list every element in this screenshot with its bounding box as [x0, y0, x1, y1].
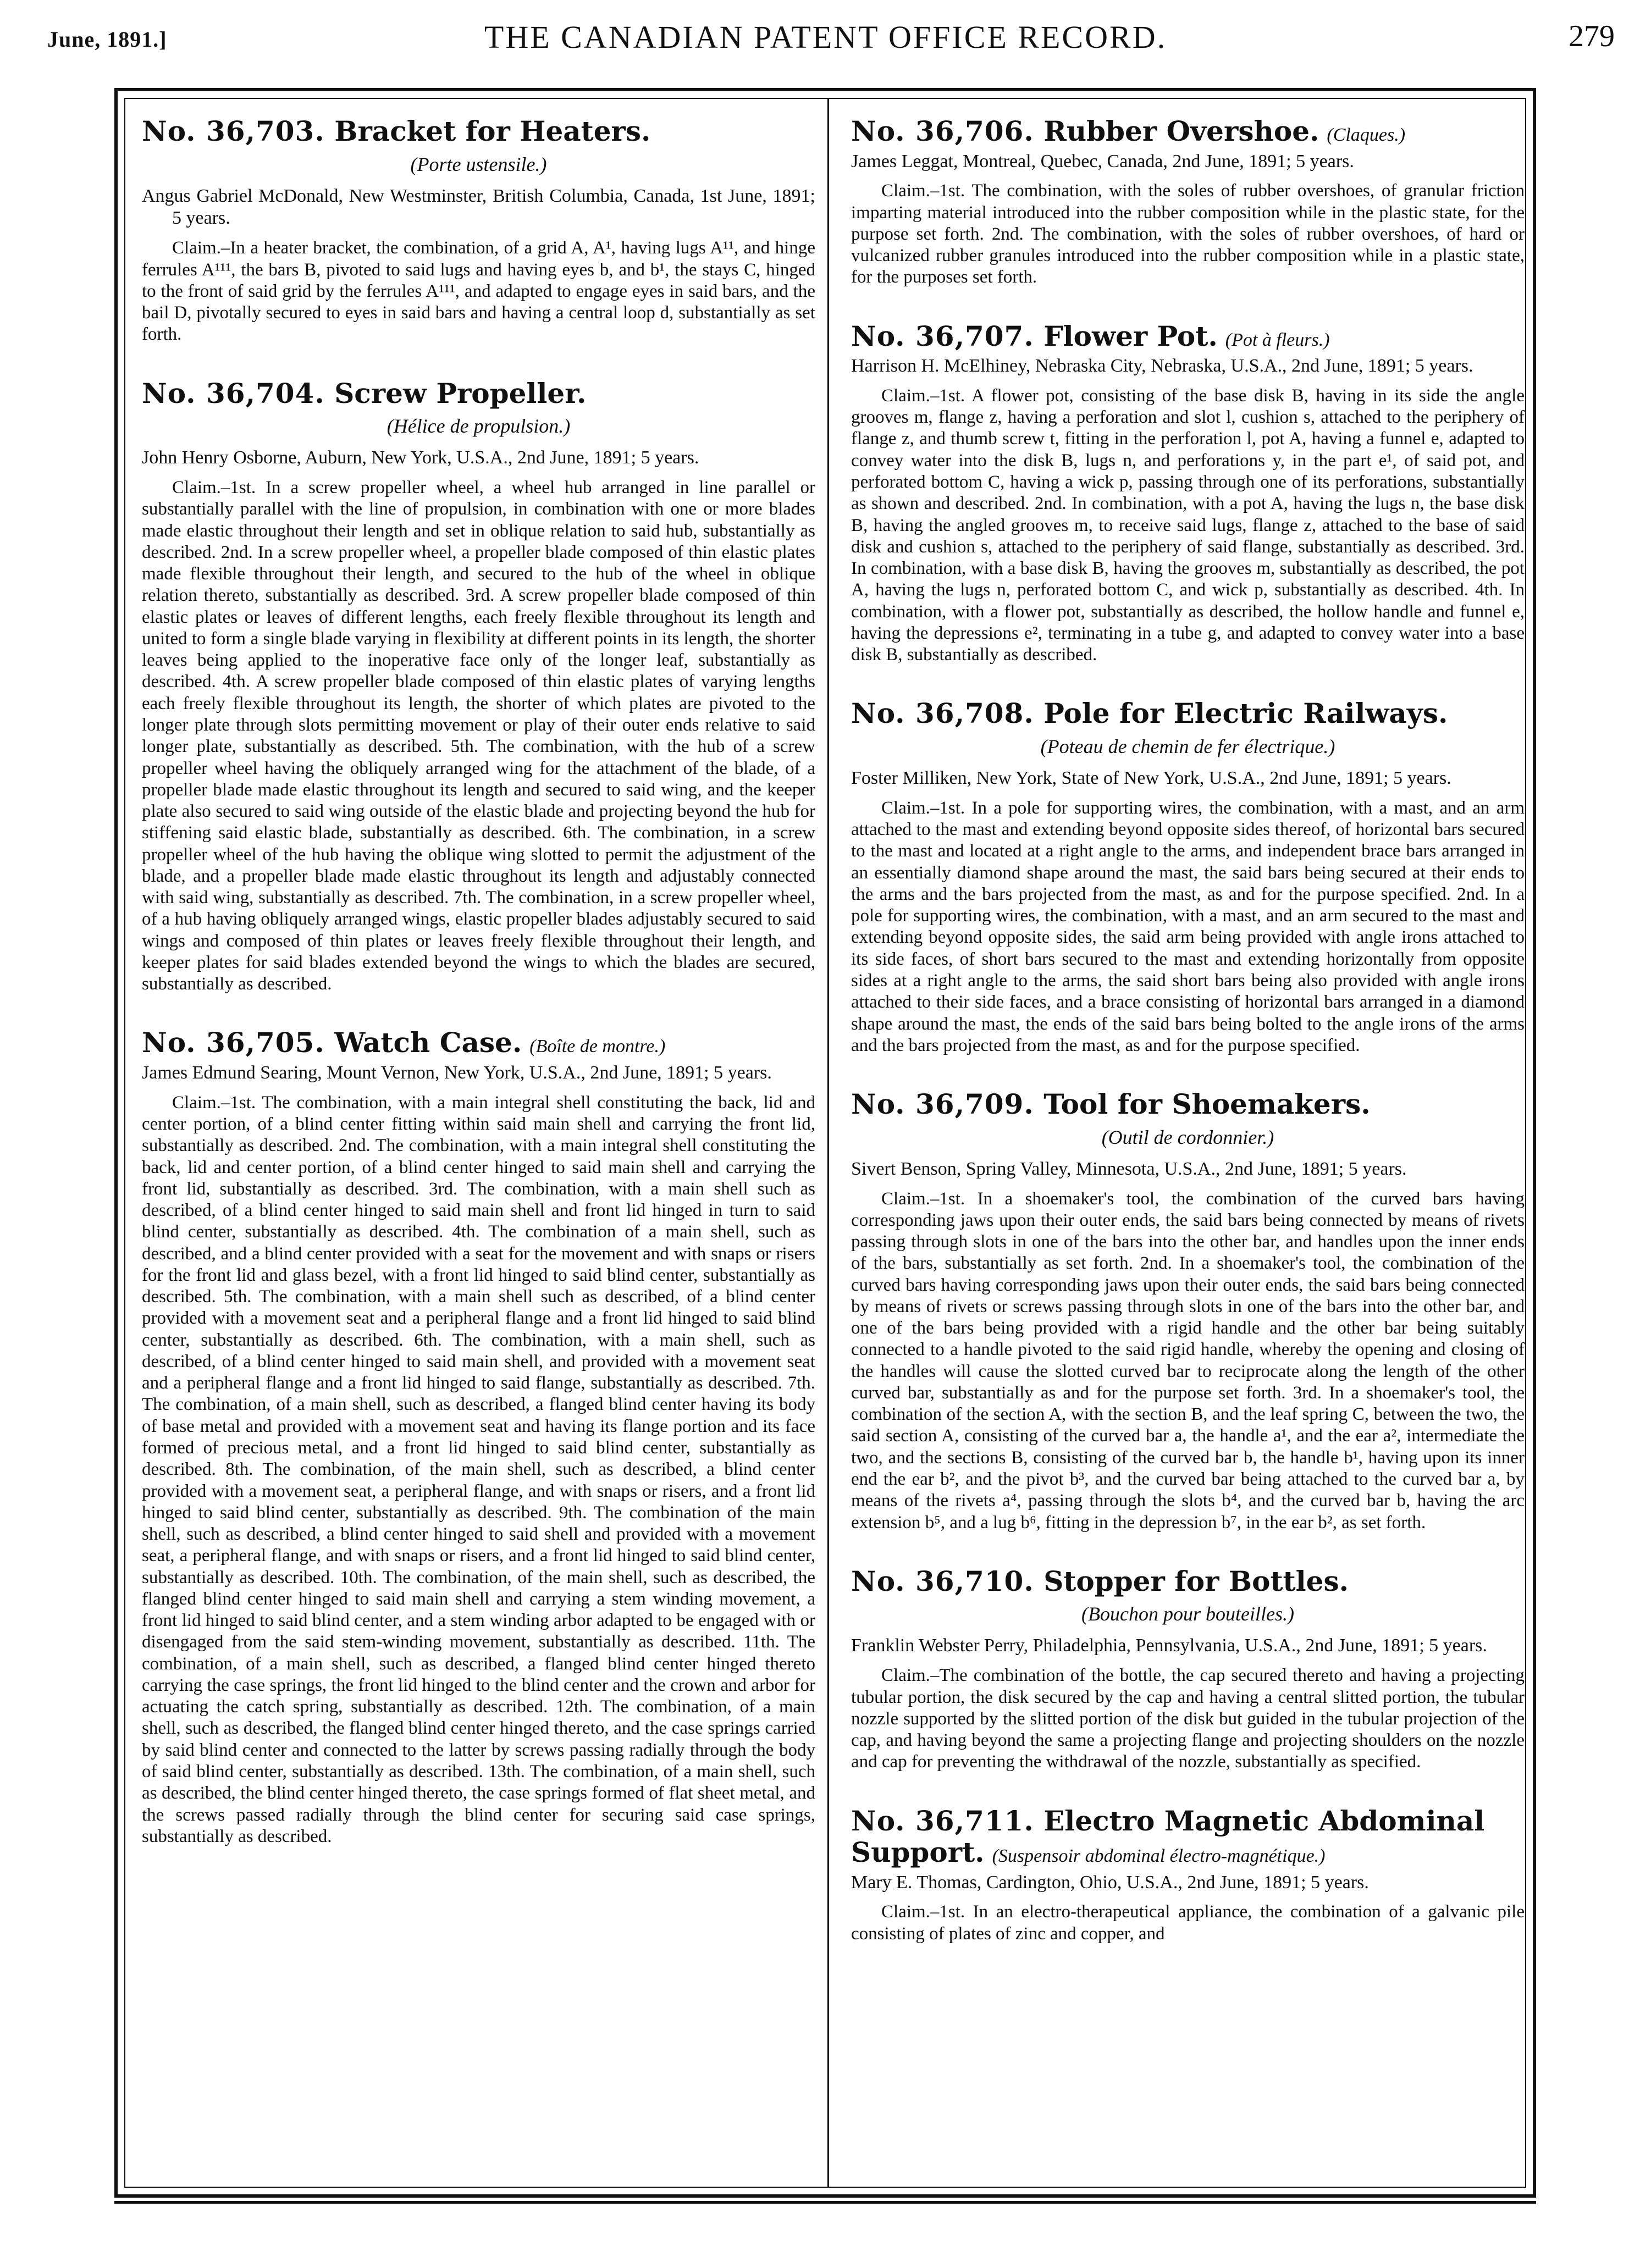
patent-number: No. 36,707. [851, 319, 1034, 352]
patent-heading [851, 1805, 1525, 1868]
applicant: James Leggat, Montreal, Quebec, Canada, 2nd June, 1891; 5 years. [851, 151, 1354, 172]
patent-heading [851, 320, 1525, 352]
column-divider [827, 99, 829, 2188]
patent-entry-36708 [851, 698, 1525, 1056]
patent-entry-36706 [851, 115, 1525, 289]
claim-text: Claim.–1st. In an electro-therapeutical appliance, the combination of a galvanic pile consisting of plates of zinc and copper, and [851, 1902, 1525, 1944]
claim-text: Claim.–In a heater bracket, the combination, of a grid A, A¹, having lugs A¹¹, and hinge ferrules A¹¹¹, the bars B, pivoted to said lugs and having eyes b, and b¹, the stays C, hinged to the front of said grid by the ferrules A¹¹¹, and adapted to engage eyes in said bars, and the bail D, pivotally secured to eyes in said bars and having a central loop d, substantially as set forth. [142, 238, 815, 345]
applicant: Foster Milliken, New York, State of New York, U.S.A., 2nd June, 1891; 5 years. [851, 768, 1451, 789]
left-column [142, 115, 815, 2182]
patent-heading [142, 115, 815, 147]
applicant: Mary E. Thomas, Cardington, Ohio, U.S.A., 2nd June, 1891; 5 years. [851, 1872, 1369, 1893]
claim-text: Claim.–1st. In a screw propeller wheel, a wheel hub arranged in line parallel or substantially parallel with the line of propulsion, in combination with one or more blades made elastic throughout their length and set in oblique relation to said hub, substantially as described. 2nd. In a screw propeller wheel, a propeller blade composed of thin elastic plates made flexible throughout their length, and secured to the hub of the wheel in oblique relation thereto, substantially as described. 3rd. A screw propeller blade composed of thin elastic plates or leaves of different lengths, each freely flexible throughout its length and united to form a single blade varying in flexibility at different points in its length, the shorter leaves being applied to the inoperative face only of the longer leaf, substantially as described. 4th. A screw propeller blade composed of thin elastic plates of varying lengths each freely flexible throughout its length, the shorter of which plates are pivoted to the longer plate through slots permitting movement or play of their outer ends relative to said longer plate, substantially as described. 5th. The combination, with the hub of a screw propeller wheel having the obliquely arranged wing for the attachment of the blade, of a propeller blade made elastic throughout its length and secured to said wing, and the keeper plate also secured to said wing outside of the elastic blade and projecting beyond the hub for stiffening said elastic blade, substantially as described. 6th. The combination, in a screw propeller wheel of the hub having the oblique wing slotted to permit the adjustment of the blade, and a propeller blade made elastic throughout its length and adjustably connected with said wing, substantially as described. 7th. The combination, in a screw propeller wheel, of a hub having obliquely arranged wings, elastic propeller blades adjustably secured to said wings and composed of thin plates or leaves freely flexible throughout their length, and keeper plates for said blades extended beyond the wings to which the blades are secured, substantially as described. [142, 478, 815, 994]
applicant: John Henry Osborne, Auburn, New York, U.S.A., 2nd June, 1891; 5 years. [142, 447, 699, 468]
patent-number: No. 36,706. [851, 115, 1034, 147]
patent-number: No. 36,704. [142, 377, 325, 410]
patent-title: Tool for Shoemakers. [1043, 1088, 1371, 1121]
patent-title: Electro Magnetic Abdominal Support. [851, 1804, 1485, 1869]
claim-text: Claim.–1st. The combination, with the soles of rubber overshoes, of granular friction imparting material introduced into the rubber composition while in the plastic state, for the purpose set forth. 2nd. The combination, with the soles of rubber overshoes, of hard or vulcanized rubber granules introduced into the rubber composition while in a plastic state, for the purposes set forth. [851, 181, 1525, 287]
running-head [0, 0, 1651, 82]
patent-heading [851, 115, 1525, 147]
bottom-rule [114, 2201, 1536, 2204]
patent-entry-36703 [142, 115, 815, 346]
patent-title: Pole for Electric Railways. [1043, 697, 1448, 730]
page-number: 279 [1569, 19, 1615, 53]
patent-number: No. 36,709. [851, 1088, 1034, 1121]
claim-text: Claim.–1st. In a shoemaker's tool, the combination of the curved bars having corresponding jaws upon their outer ends, the said bars being connected by means of rivets passing through slots in one of the bars into the other bar, and handles upon the inner ends of the bars, substantially as set forth. 2nd. In a shoemaker's tool, the combination of the curved bars having corresponding jaws upon their outer ends, the said bars being connected by means of rivets or screws passing through slots in one of the bars into the other bar, and one of the bars being provided with a rigid handle and the other bar being suitably connected to a handle pivoted to the said rigid handle, whereby the opening and closing of the handles will cause the slotted curved bar to reciprocate along the length of the other curved bar, substantially as and for the purpose set forth. 3rd. In a shoemaker's tool, the combination of the section A, with the section B, and the leaf spring C, between the two, the said section A, consisting of the curved bar a, the handle a¹, and the ear a², intermediate the two, and the sections B, consisting of the curved bar b, the handle b¹, having upon its inner end the ear b², and the pivot b³, and the curved bar being attached to the curved bar a, by means of the rivets a⁴, passing through the slots b⁴, and the curved bar b, having the arc extension b⁵, and a lug b⁶, fitting in the depression b⁷, in the ear b², as set forth. [851, 1188, 1525, 1533]
applicant: Angus Gabriel McDonald, New Westminster, British Columbia, Canada, 1st June, 1891; 5 years. [142, 185, 815, 229]
patent-heading [851, 698, 1525, 729]
patent-heading [142, 1027, 815, 1059]
issue-date: June, 1891.] [47, 27, 167, 52]
applicant: Sivert Benson, Spring Valley, Minnesota, U.S.A., 2nd June, 1891; 5 years. [851, 1158, 1407, 1179]
patent-heading [851, 1566, 1525, 1597]
french-title: (Pot à fleurs.) [1225, 329, 1330, 350]
french-title: (Claques.) [1327, 125, 1406, 145]
french-title: (Hélice de propulsion.) [386, 415, 571, 438]
patent-entry-36709 [851, 1088, 1525, 1534]
claim-text: Claim.–1st. In a pole for supporting wires, the combination, with a mast, and an arm attached to the mast and extending beyond opposite sides thereof, of horizontal bars secured to the mast and located at a right angle to the arms, and independent brace bars arranged in an essentially diamond shape around the mast, the said bars being secured at their ends to the arms and the bars projected from the mast, as and for the purpose specified. 2nd. In a pole for supporting wires, the combination, with a mast, and an arm secured to the mast and extending beyond opposite sides, the said arm being provided with angle irons attached to its side faces, of short bars secured to the mast and extending horizontally from opposite sides at a right angle to the arms, the said short bars being also provided with angle irons attached to their side faces, and a brace consisting of horizontal bars arranged in a diamond shape around the mast, the ends of the said bars being bolted to the angle irons of the arms and the bars projected from the mast, as and for the purpose specified. [851, 798, 1525, 1055]
patent-title: Stopper for Bottles. [1043, 1564, 1349, 1597]
patent-number: No. 36,708. [851, 697, 1034, 730]
claim-text: Claim.–The combination of the bottle, the cap secured thereto and having a projecting tubular portion, the disk secured by the cap and having a central slitted portion, the tubular nozzle supported by the slitted portion of the disk but guided in the tubular projection of the cap, and having beyond the same a projecting flange and projecting shoulders on the nozzle and cap for preventing the withdrawal of the nozzle, substantially as specified. [851, 1666, 1525, 1772]
patent-number: No. 36,705. [142, 1026, 325, 1059]
french-title: (Bouchon pour bouteilles.) [1081, 1603, 1294, 1625]
patent-heading [851, 1088, 1525, 1120]
patent-title: Bracket for Heaters. [334, 115, 651, 147]
french-title: (Suspensoir abdominal électro-magnétique.) [992, 1846, 1326, 1867]
claim-text: Claim.–1st. The combination, with a main integral shell constituting the back, lid and center portion, of a blind center fitting within said main shell and carrying the front lid, substantially as described. 2nd. The combination, with a main integral shell constituting the back, lid and center portion, of a blind center hinged to said main shell and carrying the front lid, substantially as described. 3rd. The combination, with a main shell such as described, of a blind center hinged to said main shell and front lid hinged in turn to said blind center, substantially as described. 4th. The combination of a main shell, such as described, and a blind center provided with a seat for the movement and with snaps or risers for the front lid and glass bezel, with a front lid hinged to said blind center, substantially as described. 5th. The combination, with a main shell such as described, of a blind center provided with a movement seat and a peripheral flange and a front lid hinged to said blind center, substantially as described. 6th. The combination, with a main shell, such as described, of a blind center hinged to said main shell, and provided with a movement seat and a peripheral flange and a front lid hinged to said flange, substantially as described. 7th. The combination, of a main shell, such as described, a flanged blind center having its body of base metal and provided with a movement seat and having its flange portion and its face formed of precious metal, and a front lid hinged to said blind center, substantially as described. 8th. The combination, of the main shell, such as described, a blind center provided with a movement seat, a peripheral flange, and with snaps or risers, and a front lid hinged to said blind center, substantially as described. 9th. The combination of the main shell, such as described, a blind center hinged to said shell and provided with a movement seat, a peripheral flange, and with snaps or risers, and a front lid hinged to said blind center, substantially as described. 10th. The combination, of the main shell, such as described, the flanged blind center hinged to said main shell and carrying a stem winding movement, a front lid hinged to said blind center, and a stem winding arbor adapted to be engaged with or disengaged from the said stem-winding movement, substantially as described. 11th. The combination, of a main shell, such as described, a flanged blind center hinged thereto carrying the case springs, the front lid hinged to the blind center and the crown and arbor for actuating the catch spring, substantially as described. 12th. The combination, of a main shell, such as described, the flanged blind center hinged thereto, and the case springs carried by said blind center and connected to the latter by screws passing radially through the body of said blind center, substantially as described. 13th. The combination, of a main shell, such as described, the blind center hinged thereto, the case springs formed of flat sheet metal, and the screws passed radially through the blind center for securing said case springs, substantially as described. [142, 1092, 815, 1846]
patent-number: No. 36,703. [142, 115, 325, 147]
patent-entry-36710 [851, 1566, 1525, 1773]
patent-entry-36705 [142, 1027, 815, 1847]
french-title: (Porte ustensile.) [410, 153, 547, 175]
patent-entry-36704 [142, 378, 815, 995]
french-title: (Poteau de chemin de fer électrique.) [1040, 735, 1335, 757]
french-title: (Outil de cordonnier.) [1101, 1126, 1274, 1148]
applicant: Harrison H. McElhiney, Nebraska City, Nebraska, U.S.A., 2nd June, 1891; 5 years. [851, 356, 1473, 377]
patent-title: Screw Propeller. [334, 377, 587, 410]
claim-text: Claim.–1st. A flower pot, consisting of the base disk B, having in its side the angle grooves m, flange z, having a perforation and slot l, cushion s, attached to the periphery of flange z, and thumb screw t, fitting in the perforation l, pot A, having a funnel e, adapted to convey water into the disk B, lugs n, and perforations y, in the part e¹, of said pot, and perforated bottom C, having a wick p, passing through one of its perforations, substantially as shown and described. 2nd. In combination, with a pot A, having the lugs n, the base disk B, having the angled grooves m, to receive said lugs, flange z, attached to the base of said disk and cushion s, attached to the periphery of said flange, substantially as described. 3rd. In combination, with a base disk B, having the grooves m, substantially as described, the pot A, having the lugs n, perforated bottom C, and wick p, substantially as described. 4th. In combination, with a flower pot, substantially as described, the hollow handle and funnel e, having the depressions e², terminating in a tube g, and adapted to convey water into a base disk B, substantially as described. [851, 385, 1525, 665]
patent-entry-36711 [851, 1805, 1525, 1945]
publication-title: THE CANADIAN PATENT OFFICE RECORD. [484, 19, 1167, 55]
french-title: (Boîte de montre.) [529, 1036, 666, 1057]
patent-number: No. 36,711. [851, 1804, 1034, 1837]
patent-entry-36707 [851, 320, 1525, 666]
patent-title: Watch Case. [334, 1026, 522, 1059]
applicant: Franklin Webster Perry, Philadelphia, Pennsylvania, U.S.A., 2nd June, 1891; 5 years. [851, 1635, 1487, 1656]
patent-number: No. 36,710. [851, 1564, 1034, 1597]
patent-heading [142, 378, 815, 410]
patent-title: Rubber Overshoe. [1043, 115, 1319, 147]
applicant: James Edmund Searing, Mount Vernon, New York, U.S.A., 2nd June, 1891; 5 years. [142, 1062, 772, 1083]
patent-title: Flower Pot. [1043, 319, 1218, 352]
right-column [851, 115, 1525, 2182]
